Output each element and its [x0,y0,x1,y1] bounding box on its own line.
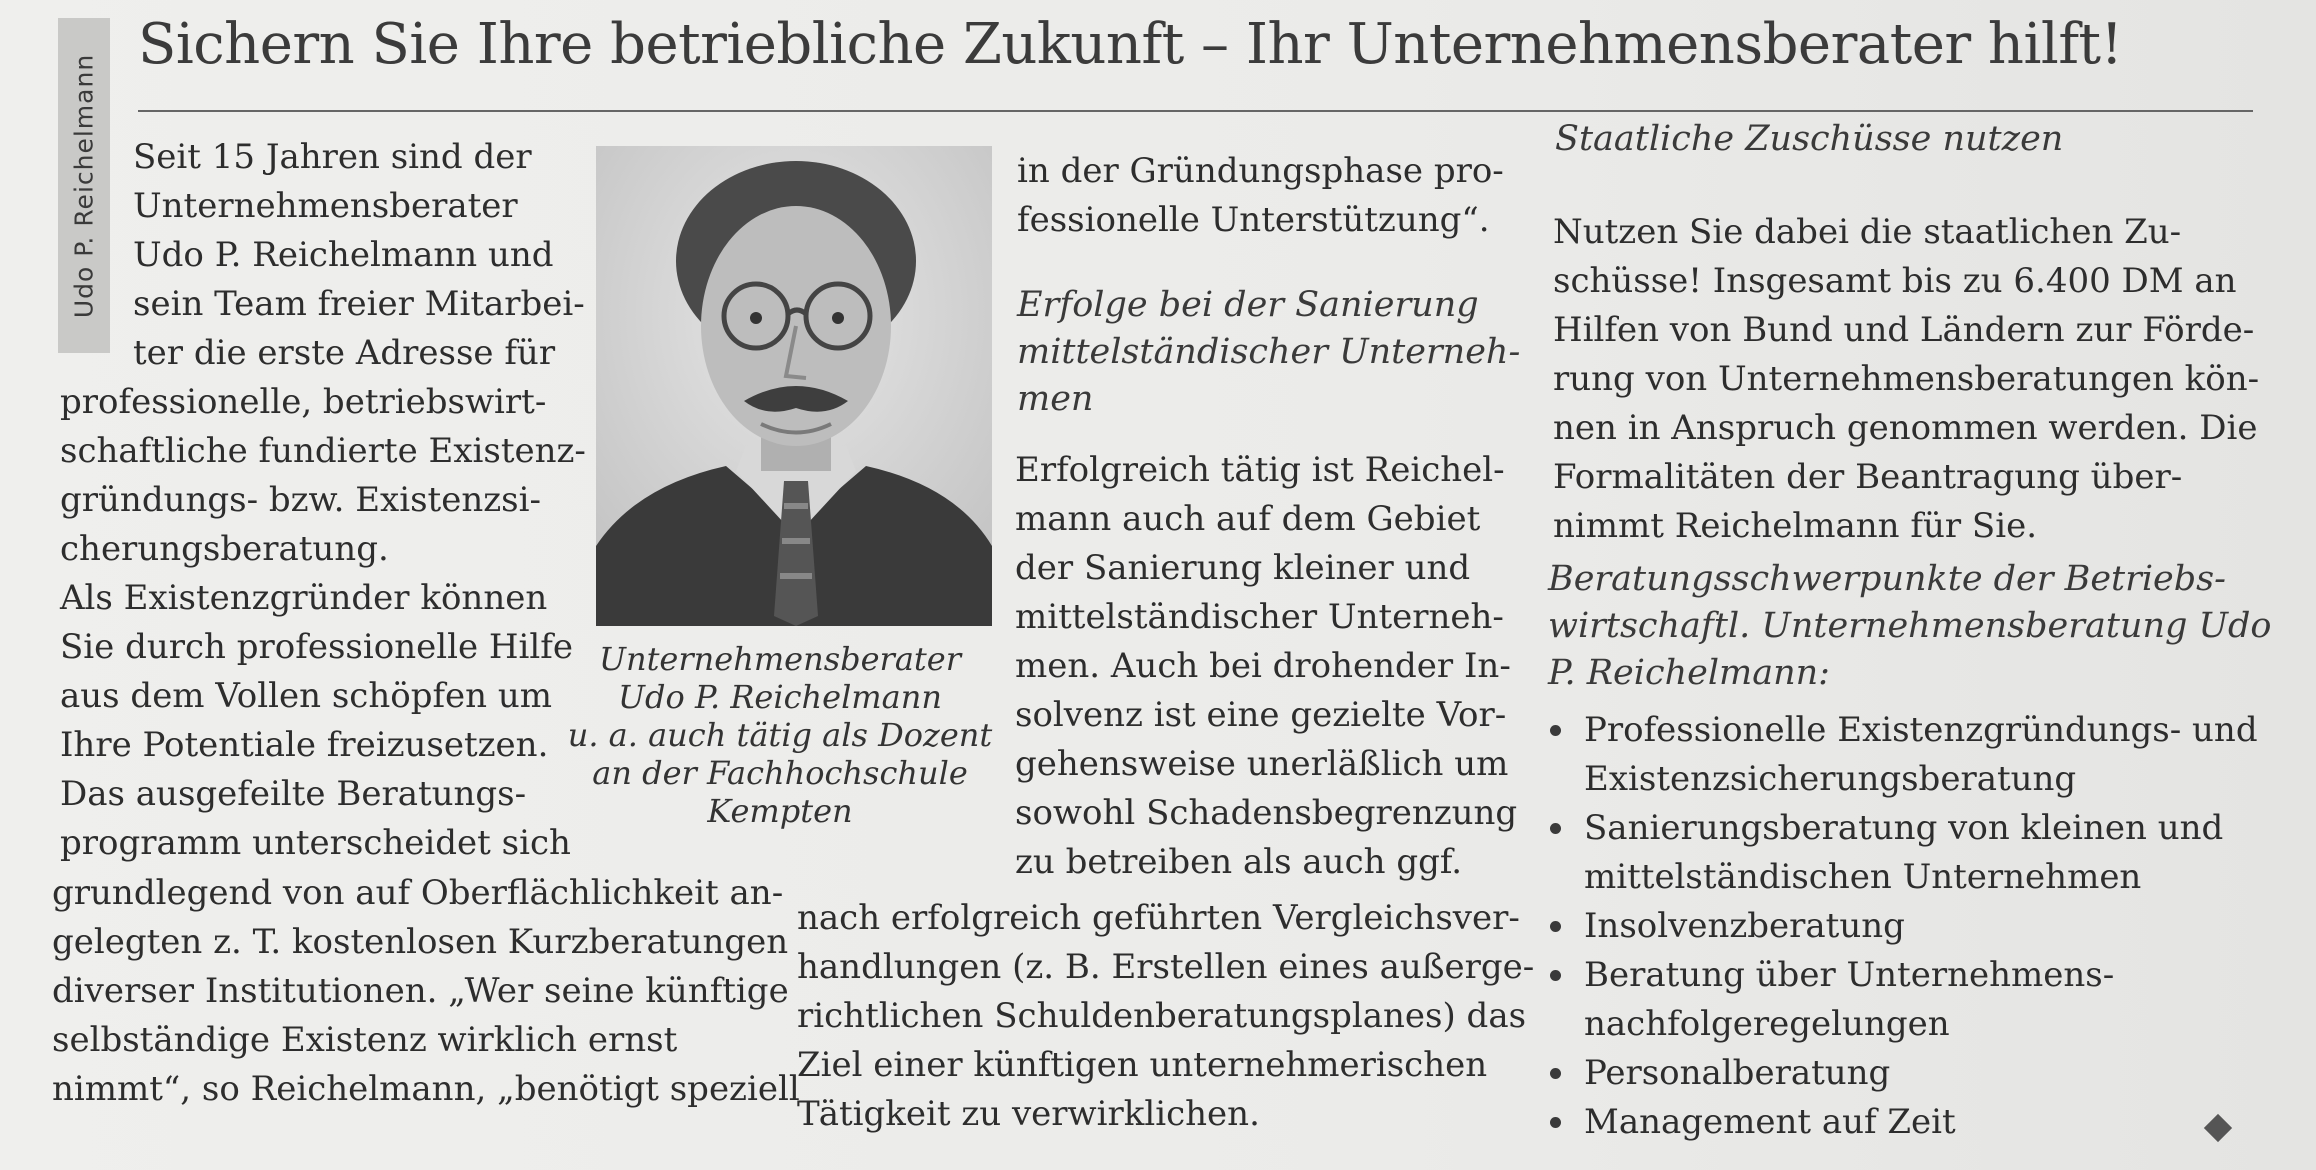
col1-wide-text: grundlegend von auf Oberflächlichkeit an- gelegten z. T. kostenlosen Kurzberatungen diverser Institutionen. „Wer seine künftige selbständige Existenz wirklich ernst nimmt“, so Reichelmann, „benötigt speziell [52,873,800,1109]
list-item: Beratung über Unternehmens- nachfolgeregelungen [1548,951,2258,1049]
col3-subheading: Staatliche Zuschüsse nutzen [1555,119,2064,159]
col1-intro: Seit 15 Jahren sind der Unternehmensberater Udo P. Reichelmann und sein Team freier Mitarbei- ter die erste Adresse für [133,137,585,373]
col3-body: Nutzen Sie dabei die staatlichen Zu- schüsse! Insgesamt bis zu 6.400 DM an Hilfen von Bund und Ländern zur Förde- rung von Unternehmensberatungen kön- nen in Anspruch genommen werden. Die Formalitäten der Beantragung über- nimmt Reichelmann für Sie. [1553,212,2260,546]
col1-continuation: professionelle, betriebswirt- schaftliche fundierte Existenz- gründungs- bzw. Existenzsi- cherungsberatung. Als Existenzgründer können Sie durch professionelle Hilfe aus dem Vollen schöpfen um Ihre Potentiale freizusetzen. Das ausgefeilte Beratungs- programm unterscheidet sich [60,382,586,863]
list-item: Personalberatung [1548,1049,2258,1098]
list-item: Insolvenzberatung [1548,902,2258,951]
portrait-illustration [596,146,992,626]
list-item: Management auf Zeit [1548,1098,2258,1147]
author-credit: Udo P. Reichelmann [69,53,99,318]
article-headline: Sichern Sie Ihre betriebliche Zukunft – Ihr Unternehmensberater hilft! [138,12,2123,77]
col2-body: Erfolgreich tätig ist Reichel- mann auch auf dem Gebiet der Sanierung kleiner und mittelständischer Unterneh- men. Auch bei drohender In- solvenz ist eine gezielte Vor- gehensweise unerläßlich um sowohl Schadensbegrenzung zu betreiben als auch ggf. [1015,450,1518,882]
col2-subheading: Erfolge bei der Sanierung mittelständischer Unterneh- men [1017,285,1521,419]
portrait-photo [596,146,992,626]
author-credit-strip [58,18,110,353]
list-item: Professionelle Existenzgründungs- und Existenzsicherungsberatung [1548,706,2258,804]
col2-wide-text: nach erfolgreich geführten Vergleichsver- handlungen (z. B. Erstellen eines außerge- richtlichen Schuldenberatungsplanes) das Ziel einer künftigen unternehmerischen Tätigkeit zu verwirklichen. [797,898,1535,1134]
col3-focus-heading: Beratungsschwerpunkte der Betriebs- wirtschaftl. Unternehmensberatung Udo P. Reichelmann: [1548,559,2272,693]
list-item: Sanierungsberatung von kleinen und mittelständischen Unternehmen [1548,804,2258,902]
focus-list [1548,706,2258,1147]
col2-top: in der Gründungsphase pro- fessionelle Unterstützung“. [1017,151,1504,240]
photo-caption: Unternehmensberater Udo P. Reichelmann u. a. auch tätig als Dozent an der Fachhochschule Kempten [567,640,993,830]
headline-rule [138,110,2253,112]
